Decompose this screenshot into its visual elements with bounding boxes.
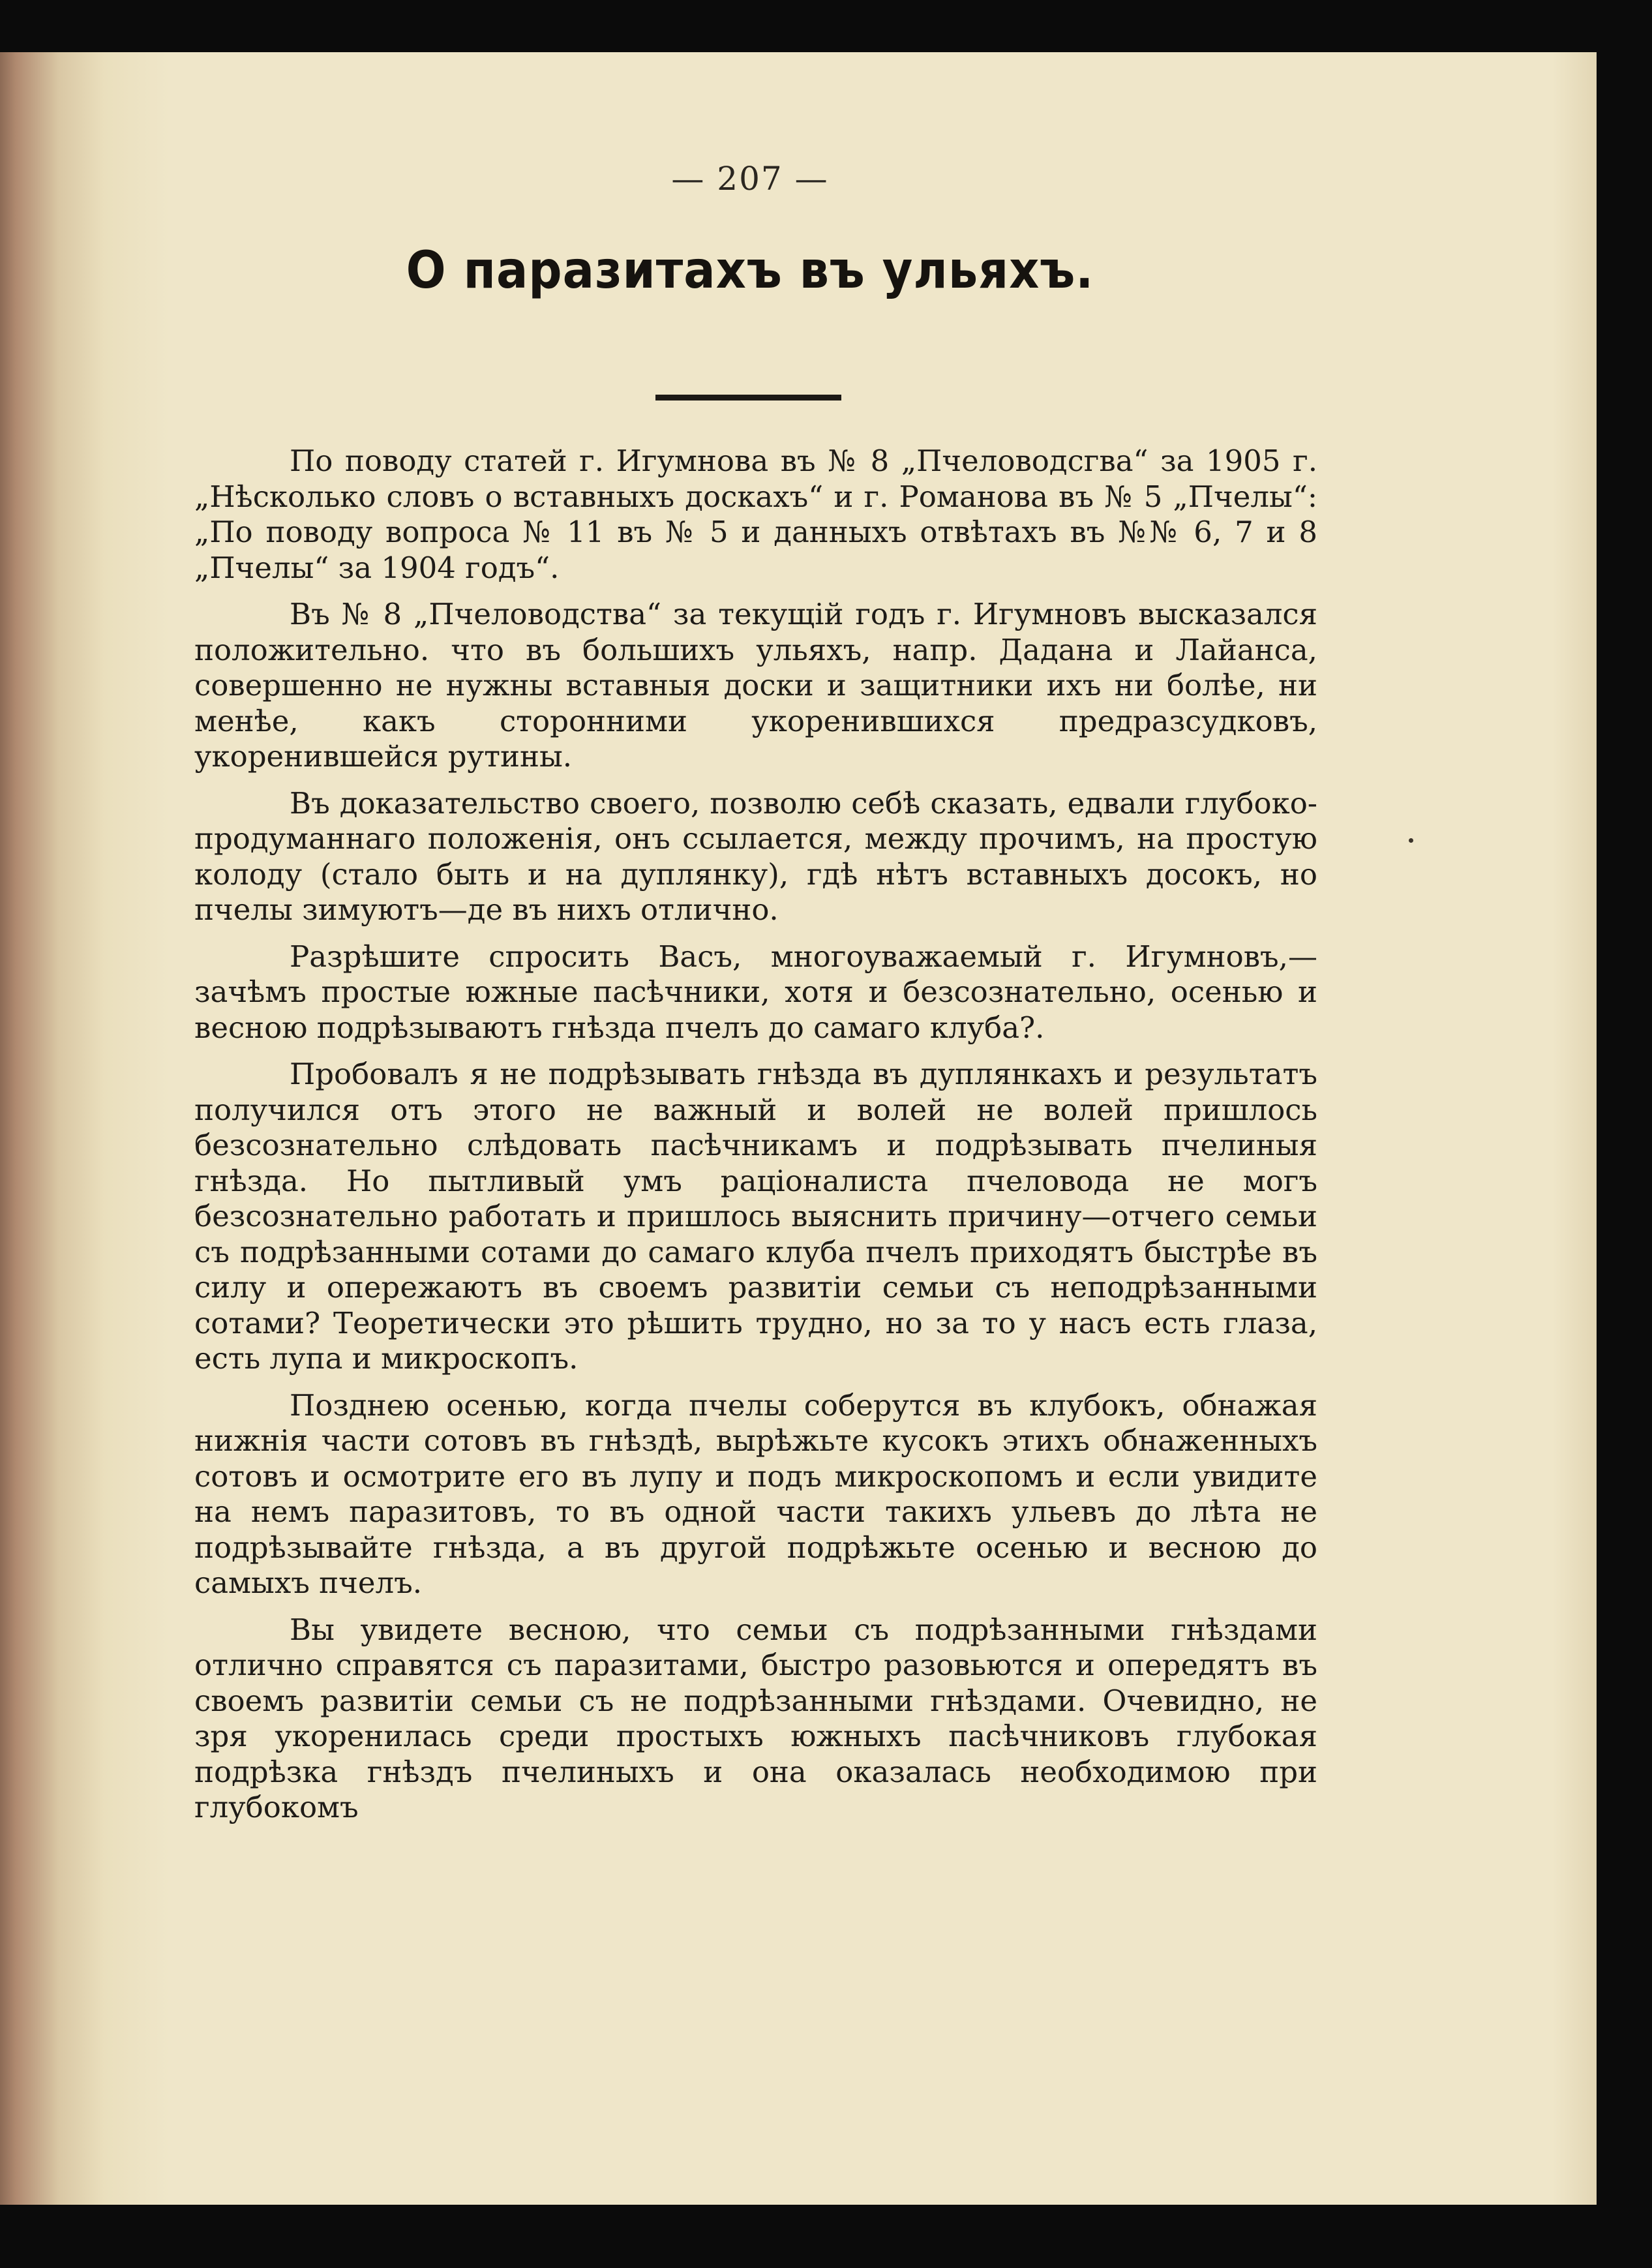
page-number: — 207 — (671, 160, 829, 198)
paragraph: Позднею осенью, когда пчелы соберутся въ клубокъ, обнажая нижнія части сотовъ въ гнѣздѣ, вырѣжьте кусокъ этихъ обнаженныхъ сотовъ и осмотрите его въ лупу и подъ микроскопомъ и если увидите на немъ паразитовъ, то въ одной части такихъ ульевъ до лѣта не подрѣзывайте гнѣзда, а въ другой подрѣжьте осенью и весною до самыхъ пчелъ. (194, 1387, 1317, 1600)
ink-speck (1409, 838, 1413, 843)
paragraph: Въ № 8 „Пчеловодства“ за текущій годъ г. Игумновъ высказался положительно. что въ большихъ ульяхъ, напр. Дадана и Лайанса, совершенно не нужны вставныя доски и защитники ихъ ни болѣе, ни менѣе, какъ сторонними укоренившихся предразсудковъ, укоренившейся рутины. (194, 597, 1317, 774)
paragraph: Разрѣшите спросить Васъ, многоуважаемый г. Игумновъ,—зачѣмъ простые южные пасѣчники, хотя и безсознательно, осенью и весною подрѣзываютъ гнѣзда пчелъ до самаго клуба?. (194, 939, 1317, 1045)
article-body (194, 444, 1317, 1837)
scanned-page (0, 52, 1597, 2205)
paragraph: Пробовалъ я не подрѣзывать гнѣзда въ дуплянкахъ и результатъ получился отъ этого не важный и волей не волей пришлось безсознательно слѣдовать пасѣчникамъ и подрѣзывать пчелиныя гнѣзда. Но пытливый умъ раціоналиста пчеловода не могъ безсознательно работать и пришлось выяснить причину—отчего семьи съ подрѣзанными сотами до самаго клуба пчелъ приходятъ быстрѣе въ силу и опережаютъ въ своемъ развитіи семьи съ неподрѣзанными сотами? Теоретически это рѣшить трудно, но за то у насъ есть глаза, есть лупа и микроскопъ. (194, 1057, 1317, 1376)
article-title: О паразитахъ въ ульяхъ. (406, 241, 1094, 300)
paragraph: Вы увидете весною, что семьи съ подрѣзанными гнѣздами отлично справятся съ паразитами, быстро разовьются и опередятъ въ своемъ развитіи семьи съ не подрѣзанными гнѣздами. Очевидно, не зря укоренилась среди простыхъ южныхъ пасѣчниковъ глубокая подрѣзка гнѣздъ пчелиныхъ и она оказалась необходимою при глубокомъ (194, 1612, 1317, 1824)
paragraph: По поводу статей г. Игумнова въ № 8 „Пчеловодсгва“ за 1905 г. „Нѣсколько словъ о вставныхъ доскахъ“ и г. Романова въ № 5 „Пчелы“: „По поводу вопроса № 11 въ № 5 и данныхъ отвѣтахъ въ №№ 6, 7 и 8 „Пчелы“ за 1904 годъ“. (194, 444, 1317, 585)
title-rule (655, 395, 841, 401)
paragraph: Въ доказательство своего, позволю себѣ сказать, едвали глубоко-продуманнаго положенія, онъ ссылается, между прочимъ, на простую колоду (стало быть и на дуплянку), гдѣ нѣтъ вставныхъ досокъ, но пчелы зимуютъ—де въ нихъ отлично. (194, 785, 1317, 927)
